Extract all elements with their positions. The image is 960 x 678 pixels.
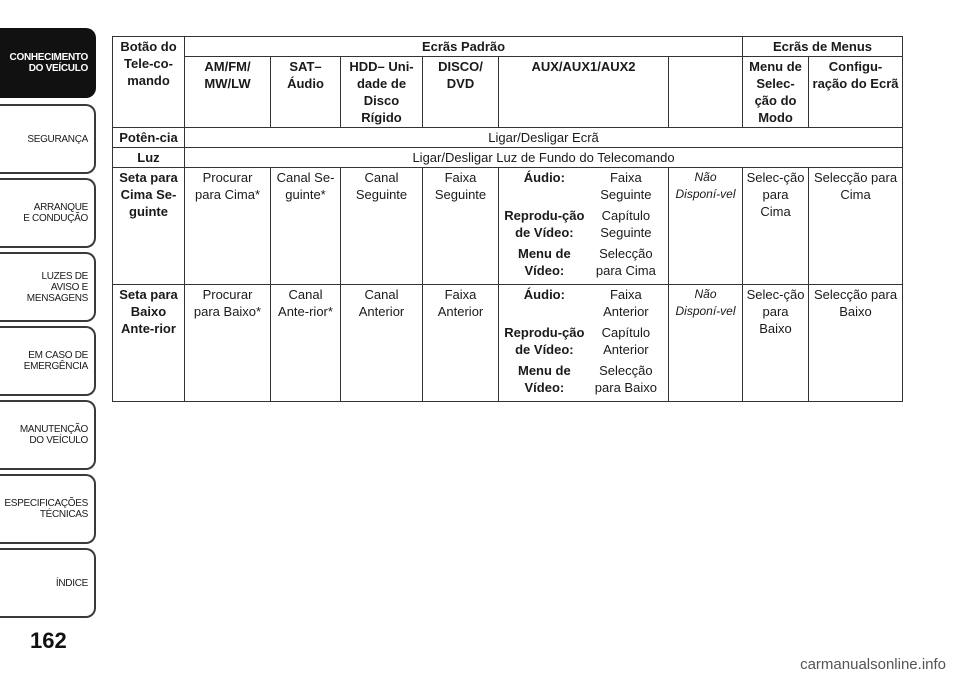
tab-seguranca[interactable] xyxy=(0,104,96,174)
header-menu-screens: Ecrãs de Menus xyxy=(743,37,903,57)
header-blank xyxy=(669,57,743,128)
tab-manutencao-do-veiculo[interactable] xyxy=(0,400,96,470)
aux-value: Capítulo Anterior xyxy=(601,325,651,357)
aux-label: Áudio: xyxy=(523,170,565,185)
cell-disc: Faixa Seguinte xyxy=(423,168,499,285)
table-row-prev xyxy=(113,285,903,402)
cell-not-available: Não Disponí-vel xyxy=(669,285,743,402)
aux-value: Faixa Anterior xyxy=(603,287,649,319)
header-disc: DISCO/ DVD xyxy=(423,57,499,128)
header-row-group xyxy=(113,37,903,57)
tab-label: EM CASO DE EMERGÊNCIA xyxy=(23,350,88,372)
page-number: 162 xyxy=(30,628,67,653)
remote-control-table xyxy=(112,36,903,402)
aux-label: Áudio: xyxy=(523,287,565,302)
cell-am-fm: Procurar para Baixo* xyxy=(185,285,271,402)
tab-label: SEGURANÇA xyxy=(27,133,88,145)
button-up-next: Seta para Cima Se-guinte xyxy=(113,168,185,285)
aux-subtable xyxy=(502,169,665,283)
tab-conhecimento-do-veiculo[interactable] xyxy=(0,28,96,98)
cell-not-available: Não Disponí-vel xyxy=(669,168,743,285)
aux-label: Reprodu-ção de Vídeo: xyxy=(504,325,585,357)
cell-display-config: Selecção para Baixo xyxy=(809,285,903,402)
cell-disc: Faixa Anterior xyxy=(423,285,499,402)
tab-label: CONHECIMENTO DO VEÍCULO xyxy=(9,52,88,74)
cell-aux xyxy=(499,168,669,285)
tab-label: ARRANQUE E CONDUÇÃO xyxy=(23,202,88,224)
aux-label: Menu de Vídeo: xyxy=(518,363,571,395)
aux-value: Selecção para Cima xyxy=(595,246,656,278)
aux-value: Faixa Seguinte xyxy=(600,170,652,202)
tab-label: MANUTENÇÃO DO VEÍCULO xyxy=(19,424,88,446)
table-row-next xyxy=(113,168,903,285)
tab-label: ESPECIFICAÇÕES TÉCNICAS xyxy=(4,498,88,520)
table-row-power xyxy=(113,128,903,148)
cell-sat: Canal Ante-rior* xyxy=(271,285,341,402)
tab-label: ÍNDICE xyxy=(55,577,88,589)
cell-am-fm: Procurar para Cima* xyxy=(185,168,271,285)
button-power: Potên-cia xyxy=(113,128,185,148)
header-aux: AUX/AUX1/AUX2 xyxy=(499,57,669,128)
tab-label: LUZES DE AVISO E MENSAGENS xyxy=(26,270,88,304)
light-function: Ligar/Desligar Luz de Fundo do Telecomando xyxy=(185,148,903,168)
cell-display-config: Selecção para Cima xyxy=(809,168,903,285)
tab-luzes-de-aviso[interactable] xyxy=(0,252,96,322)
aux-value: Capítulo Seguinte xyxy=(600,208,652,240)
header-standard-screens: Ecrãs Padrão xyxy=(185,37,743,57)
header-am-fm: AM/FM/ MW/LW xyxy=(185,57,271,128)
button-down-prev: Seta para Baixo Ante-rior xyxy=(113,285,185,402)
button-light: Luz xyxy=(113,148,185,168)
cell-hdd: Canal Anterior xyxy=(341,285,423,402)
aux-label: Menu de Vídeo: xyxy=(518,246,571,278)
watermark: carmanualsonline.info xyxy=(800,656,946,673)
tab-especificacoes-tecnicas[interactable] xyxy=(0,474,96,544)
tab-em-caso-de-emergencia[interactable] xyxy=(0,326,96,396)
cell-hdd: Canal Seguinte xyxy=(341,168,423,285)
cell-sat: Canal Se-guinte* xyxy=(271,168,341,285)
header-row-columns xyxy=(113,57,903,128)
cell-mode-menu: Selec-ção para Baixo xyxy=(743,285,809,402)
header-hdd: HDD– Uni-dade de Disco Rígido xyxy=(341,57,423,128)
cell-mode-menu: Selec-ção para Cima xyxy=(743,168,809,285)
header-button-column: Botão do Tele-co-mando xyxy=(113,37,185,128)
cell-aux xyxy=(499,285,669,402)
power-function: Ligar/Desligar Ecrã xyxy=(185,128,903,148)
aux-value: Selecção para Baixo xyxy=(594,363,657,395)
table-row-light xyxy=(113,148,903,168)
aux-label: Reprodu-ção de Vídeo: xyxy=(504,208,585,240)
aux-subtable xyxy=(502,286,665,400)
header-sat: SAT– Áudio xyxy=(271,57,341,128)
tab-arranque-e-conducao[interactable] xyxy=(0,178,96,248)
header-display-config: Configu-ração do Ecrã xyxy=(809,57,903,128)
tab-indice[interactable] xyxy=(0,548,96,618)
header-mode-menu: Menu de Selec-ção do Modo xyxy=(743,57,809,128)
